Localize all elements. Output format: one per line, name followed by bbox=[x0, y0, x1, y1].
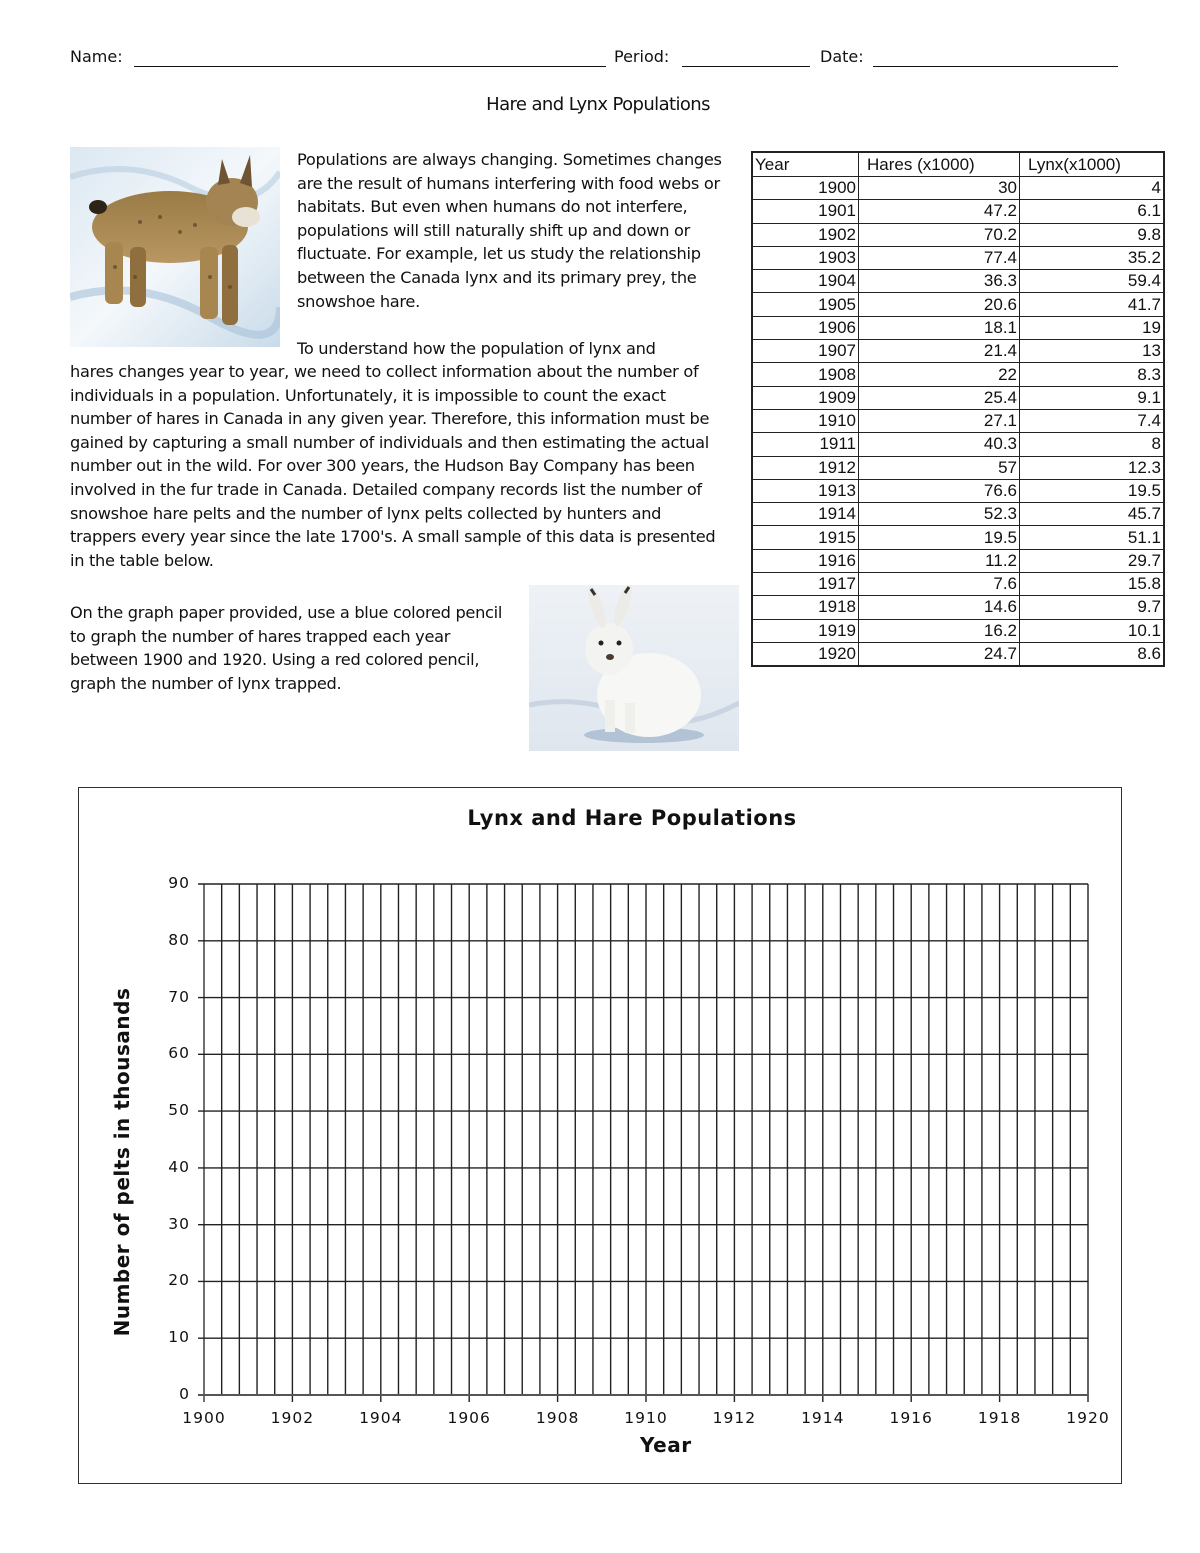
cell-lynx: 9.7 bbox=[1020, 596, 1165, 619]
cell-year: 1915 bbox=[752, 526, 859, 549]
cell-year: 1912 bbox=[752, 456, 859, 479]
cell-year: 1916 bbox=[752, 549, 859, 572]
y-tick-label: 30 bbox=[168, 1214, 190, 1233]
cell-lynx: 10.1 bbox=[1020, 619, 1165, 642]
name-label: Name: bbox=[70, 47, 123, 66]
cell-hares: 27.1 bbox=[859, 409, 1020, 432]
cell-lynx: 7.4 bbox=[1020, 409, 1165, 432]
cell-hares: 30 bbox=[859, 177, 1020, 200]
cell-year: 1906 bbox=[752, 316, 859, 339]
cell-year: 1920 bbox=[752, 642, 859, 666]
y-tick-label: 50 bbox=[168, 1101, 190, 1120]
cell-lynx: 12.3 bbox=[1020, 456, 1165, 479]
cell-lynx: 19 bbox=[1020, 316, 1165, 339]
data-paragraph: hares changes year to year, we need to collect information about the number of individuals in a population. Unfortunately, it is impossible to count the exact number of hares in Canada in any given year. Therefore, this information must be gained by capturing a small number of individuals and then estimating the actual number out in the wild. For over 300 years, the Hudson Bay Company has been involved in the fur trade in Canada. Detailed company records list the number of snowshoe hare pelts and the number of lynx pelts collected by hunters and trappers every year since the late 1700's. A small sample of this data is presented in the table below. bbox=[70, 362, 716, 570]
y-axis-title: Number of pelts in thousands bbox=[110, 987, 134, 1337]
cell-lynx: 41.7 bbox=[1020, 293, 1165, 316]
cell-year: 1909 bbox=[752, 386, 859, 409]
cell-lynx: 4 bbox=[1020, 177, 1165, 200]
cell-year: 1903 bbox=[752, 246, 859, 269]
cell-lynx: 6.1 bbox=[1020, 200, 1165, 223]
period-label: Period: bbox=[614, 47, 670, 66]
x-tick-label: 1908 bbox=[535, 1409, 580, 1427]
document-title: Hare and Lynx Populations bbox=[486, 94, 710, 115]
cell-year: 1913 bbox=[752, 479, 859, 502]
y-tick-label: 70 bbox=[168, 987, 190, 1006]
cell-lynx: 59.4 bbox=[1020, 270, 1165, 293]
cell-lynx: 45.7 bbox=[1020, 503, 1165, 526]
x-axis-title: Year bbox=[640, 1433, 692, 1457]
y-tick-label: 20 bbox=[168, 1271, 190, 1290]
cell-lynx: 35.2 bbox=[1020, 246, 1165, 269]
x-tick-label: 1920 bbox=[1066, 1409, 1110, 1427]
date-label: Date: bbox=[820, 47, 864, 66]
y-tick-label: 60 bbox=[168, 1044, 190, 1063]
cell-hares: 16.2 bbox=[859, 619, 1020, 642]
cell-hares: 24.7 bbox=[859, 642, 1020, 666]
x-tick-label: 1914 bbox=[801, 1409, 845, 1427]
cell-year: 1911 bbox=[752, 433, 859, 456]
cell-lynx: 15.8 bbox=[1020, 573, 1165, 596]
cell-hares: 36.3 bbox=[859, 270, 1020, 293]
cell-year: 1900 bbox=[752, 177, 859, 200]
cell-lynx: 51.1 bbox=[1020, 526, 1165, 549]
cell-lynx: 9.8 bbox=[1020, 223, 1165, 246]
column-header-lynx: Lynx(x1000) bbox=[1020, 152, 1165, 177]
cell-lynx: 29.7 bbox=[1020, 549, 1165, 572]
cell-year: 1918 bbox=[752, 596, 859, 619]
cell-year: 1908 bbox=[752, 363, 859, 386]
cell-year: 1917 bbox=[752, 573, 859, 596]
cell-lynx: 8.3 bbox=[1020, 363, 1165, 386]
cell-hares: 22 bbox=[859, 363, 1020, 386]
cell-lynx: 8 bbox=[1020, 433, 1165, 456]
cell-hares: 47.2 bbox=[859, 200, 1020, 223]
x-tick-label: 1918 bbox=[977, 1409, 1022, 1427]
y-tick-label: 0 bbox=[179, 1385, 190, 1403]
chart-title: Lynx and Hare Populations bbox=[467, 806, 797, 830]
x-tick-label: 1904 bbox=[359, 1409, 403, 1427]
cell-hares: 19.5 bbox=[859, 526, 1020, 549]
cell-lynx: 9.1 bbox=[1020, 386, 1165, 409]
cell-year: 1904 bbox=[752, 270, 859, 293]
data-paragraph-lead: To understand how the population of lynx and bbox=[297, 339, 656, 358]
cell-lynx: 13 bbox=[1020, 340, 1165, 363]
x-tick-label: 1900 bbox=[182, 1409, 226, 1427]
y-tick-label: 40 bbox=[168, 1157, 190, 1176]
cell-hares: 70.2 bbox=[859, 223, 1020, 246]
cell-hares: 77.4 bbox=[859, 246, 1020, 269]
x-tick-label: 1902 bbox=[270, 1409, 315, 1427]
cell-year: 1914 bbox=[752, 503, 859, 526]
cell-year: 1902 bbox=[752, 223, 859, 246]
cell-year: 1901 bbox=[752, 200, 859, 223]
cell-hares: 76.6 bbox=[859, 479, 1020, 502]
cell-year: 1919 bbox=[752, 619, 859, 642]
cell-year: 1905 bbox=[752, 293, 859, 316]
intro-paragraph: Populations are always changing. Sometimes changes are the result of humans interfering with food webs or habitats. But even when humans do not interfere, populations will still naturally shift up and down or fluctuate. For example, let us study the relationship between the Canada lynx and its primary prey, the snowshoe hare. bbox=[297, 150, 722, 311]
x-tick-label: 1910 bbox=[624, 1409, 668, 1427]
cell-hares: 21.4 bbox=[859, 340, 1020, 363]
x-tick-label: 1906 bbox=[447, 1409, 491, 1427]
cell-hares: 40.3 bbox=[859, 433, 1020, 456]
cell-hares: 25.4 bbox=[859, 386, 1020, 409]
y-tick-label: 90 bbox=[168, 874, 190, 892]
cell-hares: 52.3 bbox=[859, 503, 1020, 526]
cell-year: 1907 bbox=[752, 340, 859, 363]
cell-lynx: 8.6 bbox=[1020, 642, 1165, 666]
cell-hares: 18.1 bbox=[859, 316, 1020, 339]
y-tick-label: 80 bbox=[168, 930, 190, 949]
x-tick-label: 1916 bbox=[889, 1409, 933, 1427]
y-tick-label: 10 bbox=[168, 1328, 190, 1347]
column-header-year: Year bbox=[752, 152, 859, 177]
cell-hares: 11.2 bbox=[859, 549, 1020, 572]
cell-hares: 57 bbox=[859, 456, 1020, 479]
cell-lynx: 19.5 bbox=[1020, 479, 1165, 502]
cell-year: 1910 bbox=[752, 409, 859, 432]
instructions-paragraph: On the graph paper provided, use a blue colored pencil to graph the number of hares trapped each year between 1900 and 1920. Using a red colored pencil, graph the number of lynx trapped. bbox=[70, 603, 503, 693]
cell-hares: 20.6 bbox=[859, 293, 1020, 316]
x-tick-label: 1912 bbox=[712, 1409, 757, 1427]
cell-hares: 7.6 bbox=[859, 573, 1020, 596]
cell-hares: 14.6 bbox=[859, 596, 1020, 619]
column-header-hares: Hares (x1000) bbox=[859, 152, 1020, 177]
